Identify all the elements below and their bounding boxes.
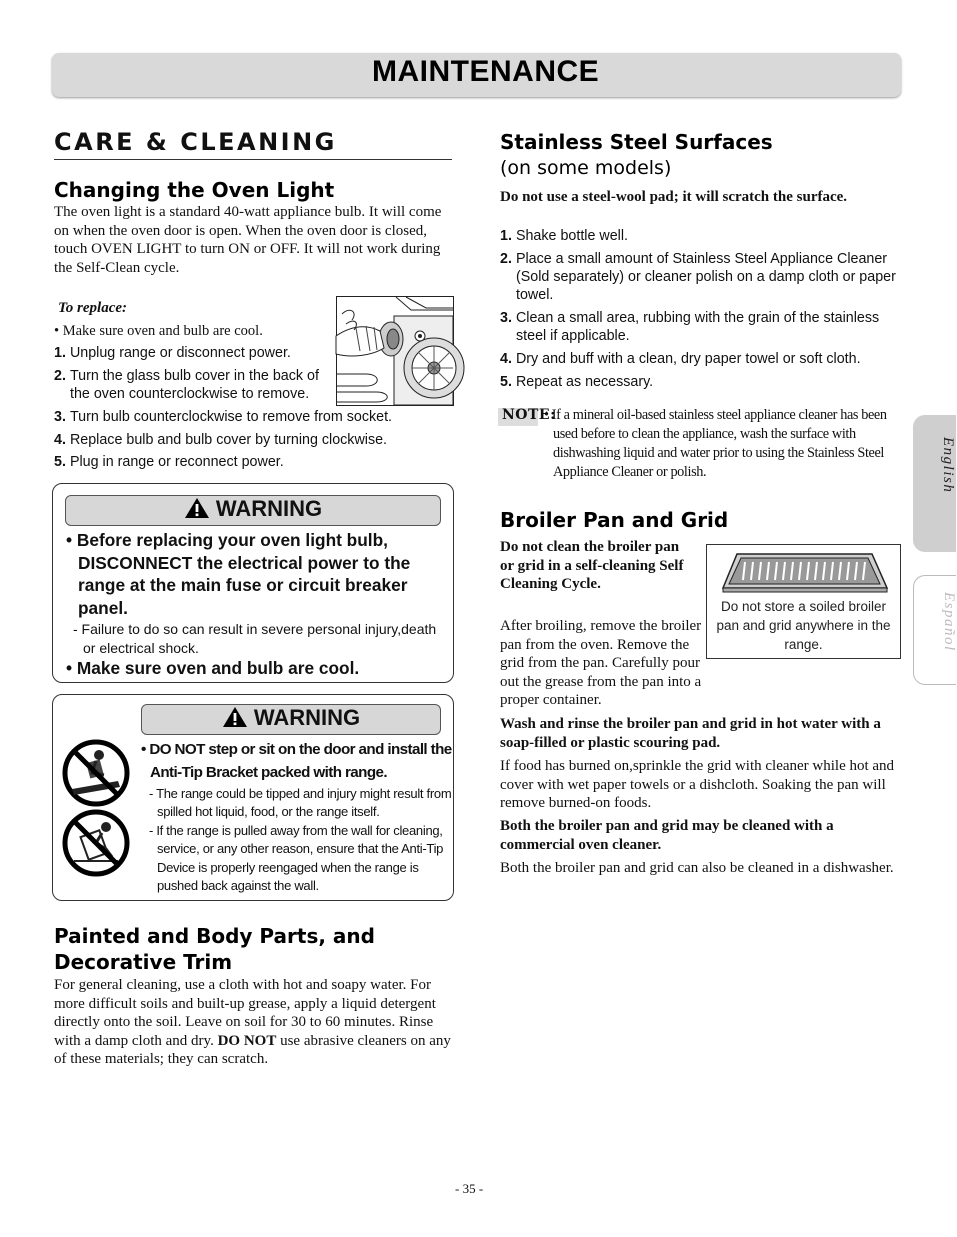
- oven-step-4: 4. Replace bulb and bulb cover by turning clockwise.: [54, 432, 388, 448]
- stainless-step-5: 5. Repeat as necessary.: [500, 374, 654, 390]
- broiler-figure: [706, 544, 901, 659]
- warning1-bullet2: • Make sure oven and bulb are cool.: [66, 658, 360, 678]
- broiler-p3: Both the broiler pan and grid can also be cleaned in a dishwasher.: [500, 860, 894, 876]
- stainless-step-3: 3. Clean a small area, rubbing with the grain of the stainless steel if applicable.: [500, 310, 880, 344]
- broiler-p2: If food has burned on,sprinkle the grid with cleaner while hot and cover with wet paper towels or a dishcloth. Soaking the pan will remove burned-on foods.: [500, 758, 895, 811]
- oven-light-heading: Changing the Oven Light: [54, 178, 335, 202]
- stainless-heading: Stainless Steel Surfaces: [500, 130, 773, 154]
- broiler-b2: Both the broiler pan and grid may be cleaned with a commercial oven cleaner.: [500, 818, 834, 853]
- note-label: NOTE:: [502, 407, 556, 423]
- broiler-b1: Wash and rinse the broiler pan and grid in hot water with a soap-filled or plastic scouring pad.: [500, 716, 881, 751]
- stainless-note: • If a mineral oil-based stainless steel appliance cleaner has been used before to clean the appliance, wash the surface with dishwashing liquid and water prior to using the Stainless Steel Appliance Cleaner or polish.: [544, 407, 887, 480]
- oven-step-1: 1. Unplug range or disconnect power.: [54, 345, 291, 361]
- page-number: - 35 -: [455, 1181, 484, 1196]
- painted-parts-heading: Painted and Body Parts, and Decorative Trim: [54, 924, 375, 974]
- warning1-bullet1: • Before replacing your oven light bulb, DISCONNECT the electrical power to the range at the main fuse or circuit breaker panel.: [66, 530, 411, 618]
- broiler-p1: After broiling, remove the broiler pan from the oven. Remove the grid from the pan. Carefully pour out the grease from the pan into a proper container.: [500, 618, 702, 708]
- broiler-pan-image: [717, 550, 892, 594]
- care-cleaning-title: CARE & CLEANING: [54, 128, 452, 160]
- section-header: [52, 53, 901, 97]
- warning2-sub2: - If the range is pulled away from the wall for cleaning, service, or any other reason, ensure that the Anti-Tip Device is properly reengaged when the range is pushed back against the wall.: [149, 823, 444, 893]
- no-range-tipping-icon: [62, 809, 130, 877]
- warning-triangle-icon: [222, 706, 248, 728]
- broiler-warning: Do not clean the broiler pan or grid in a self-cleaning Self Cleaning Cycle.: [500, 539, 684, 592]
- warning-box-anti-tip: [52, 694, 454, 901]
- no-sitting-on-door-icon: [62, 739, 130, 807]
- stainless-step-1: 1. Shake bottle well.: [500, 228, 628, 244]
- broiler-p1-a: [500, 617, 705, 710]
- oven-light-intro: The oven light is a standard 40-watt appliance bulb. It will come on when the oven door is open. When the oven door is closed, touch OVEN LIGHT to turn ON or OFF. It will not work during the Self-Clean cycle.: [54, 204, 442, 276]
- warning-box-bulb: [52, 483, 454, 683]
- painted-parts-text: For general cleaning, use a cloth with hot and soapy water. For more difficult soils and built-up grease, apply a liquid detergent directly onto the soil. Leave on soil for 30 to 60 minutes. Rinse with a damp cloth and dry. DO NOT use abrasive cleaners on any of these materials; they can scratch.: [54, 977, 451, 1067]
- stainless-warning: Do not use a steel-wool pad; it will scratch the surface.: [500, 189, 848, 205]
- stainless-step-2: 2. Place a small amount of Stainless Steel Appliance Cleaner (Sold separately) or cleaner polish on a damp cloth or paper towel.: [500, 251, 896, 303]
- warning-banner: WARNING: [65, 495, 441, 526]
- warning1-sub: - Failure to do so can result in severe personal injury,death or electrical shock.: [73, 621, 437, 656]
- warning2-sub1: - The range could be tipped and injury might result from spilled hot liquid, food, or the range itself.: [149, 786, 452, 820]
- tab-english[interactable]: English: [913, 415, 956, 552]
- oven-light-bullet: • Make sure oven and bulb are cool.: [54, 323, 263, 339]
- stainless-subheading: (on some models): [500, 157, 672, 179]
- stainless-step-4: 4. Dry and buff with a clean, dry paper towel or soft cloth.: [500, 351, 861, 367]
- page-title: MAINTENANCE: [372, 55, 600, 88]
- broiler-heading: Broiler Pan and Grid: [500, 508, 729, 532]
- tab-espanol[interactable]: Español: [913, 575, 956, 685]
- broiler-figure-caption: Do not store a soiled broiler pan and grid anywhere in the range.: [716, 599, 891, 652]
- oven-step-3: 3. Turn bulb counterclockwise to remove from socket.: [54, 409, 393, 425]
- to-replace-label: To replace:: [58, 300, 128, 316]
- warning2-bullet: • DO NOT step or sit on the door and install the Anti-Tip Bracket packed with range.: [141, 741, 452, 781]
- warning-triangle-icon: [184, 497, 210, 519]
- oven-step-5: 5. Plug in range or reconnect power.: [54, 454, 284, 470]
- warning-banner: WARNING: [141, 704, 441, 735]
- oven-bulb-illustration: [336, 296, 454, 406]
- oven-step-2: 2. Turn the glass bulb cover in the back of the oven counterclockwise to remove.: [54, 368, 319, 402]
